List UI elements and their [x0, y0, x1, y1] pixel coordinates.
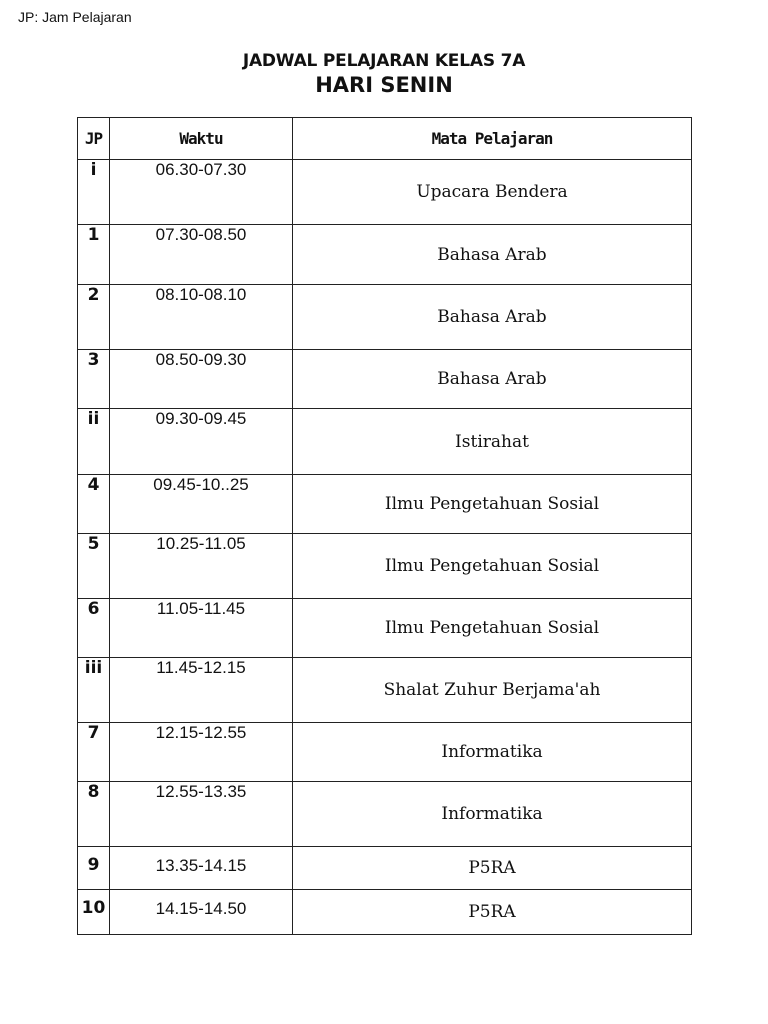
- schedule-title: JADWAL PELAJARAN KELAS 7A: [242, 51, 526, 71]
- table-row: [78, 890, 692, 935]
- cell-mata-pelajaran: Upacara Bendera: [293, 160, 692, 225]
- cell-mata-pelajaran: Ilmu Pengetahuan Sosial: [293, 534, 692, 599]
- table-row: [78, 225, 692, 285]
- table-row: [78, 534, 692, 599]
- cell-mata-pelajaran: Ilmu Pengetahuan Sosial: [293, 599, 692, 658]
- cell-mata-pelajaran: P5RA: [293, 890, 692, 935]
- cell-mata-pelajaran: Informatika: [293, 723, 692, 782]
- cell-jp: ii: [78, 409, 110, 475]
- table-row: [78, 658, 692, 723]
- cell-jp: 5: [78, 534, 110, 599]
- cell-mata-pelajaran: Bahasa Arab: [293, 285, 692, 350]
- cell-jp: i: [78, 160, 110, 225]
- cell-jp: 1: [78, 225, 110, 285]
- table-row: [78, 160, 692, 225]
- table-row: [78, 599, 692, 658]
- cell-jp: 6: [78, 599, 110, 658]
- cell-jp: 7: [78, 723, 110, 782]
- cell-waktu: 08.50-09.30: [110, 350, 293, 409]
- table-row: [78, 847, 692, 890]
- cell-mata-pelajaran: P5RA: [293, 847, 692, 890]
- cell-jp: 9: [78, 847, 110, 890]
- table-row: [78, 409, 692, 475]
- schedule-table: [77, 117, 692, 935]
- table-row: [78, 723, 692, 782]
- cell-waktu: 07.30-08.50: [110, 225, 293, 285]
- cell-waktu: 08.10-08.10: [110, 285, 293, 350]
- cell-jp: iii: [78, 658, 110, 723]
- cell-waktu: 09.45-10..25: [110, 475, 293, 534]
- cell-waktu: 10.25-11.05: [110, 534, 293, 599]
- cell-mata-pelajaran: Bahasa Arab: [293, 225, 692, 285]
- table-row: [78, 475, 692, 534]
- cell-waktu: 12.15-12.55: [110, 723, 293, 782]
- cell-waktu: 14.15-14.50: [110, 890, 293, 935]
- cell-mata-pelajaran: Ilmu Pengetahuan Sosial: [293, 475, 692, 534]
- header-mata-pelajaran: Mata Pelajaran: [293, 118, 692, 160]
- cell-mata-pelajaran: Shalat Zuhur Berjama'ah: [293, 658, 692, 723]
- cell-jp: 3: [78, 350, 110, 409]
- cell-waktu: 09.30-09.45: [110, 409, 293, 475]
- cell-jp: 10: [78, 890, 110, 935]
- cell-waktu: 11.05-11.45: [110, 599, 293, 658]
- cell-jp: 8: [78, 782, 110, 847]
- table-header-row: [78, 118, 692, 160]
- table-row: [78, 285, 692, 350]
- cell-mata-pelajaran: Informatika: [293, 782, 692, 847]
- table-row: [78, 350, 692, 409]
- day-title: HARI SENIN: [315, 73, 453, 97]
- header-waktu: Waktu: [110, 118, 293, 160]
- cell-mata-pelajaran: Istirahat: [293, 409, 692, 475]
- legend-note: JP: Jam Pelajaran: [18, 9, 132, 25]
- cell-mata-pelajaran: Bahasa Arab: [293, 350, 692, 409]
- cell-waktu: 06.30-07.30: [110, 160, 293, 225]
- cell-jp: 4: [78, 475, 110, 534]
- cell-waktu: 12.55-13.35: [110, 782, 293, 847]
- header-jp: JP: [78, 118, 110, 160]
- cell-waktu: 11.45-12.15: [110, 658, 293, 723]
- cell-jp: 2: [78, 285, 110, 350]
- cell-waktu: 13.35-14.15: [110, 847, 293, 890]
- table-row: [78, 782, 692, 847]
